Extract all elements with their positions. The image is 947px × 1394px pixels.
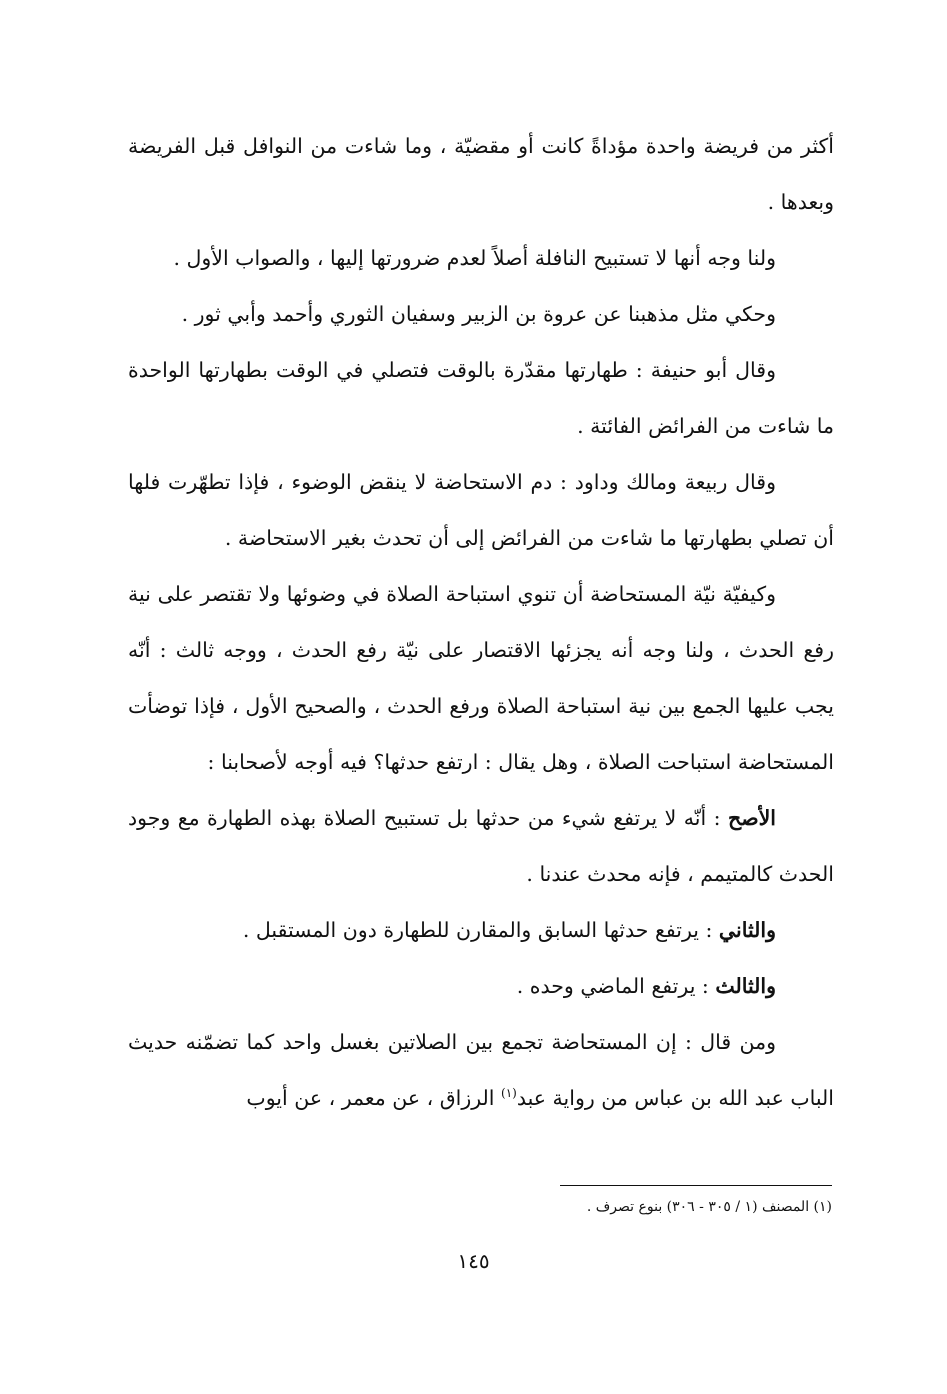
opinion-1-text: : أنّه لا يرتفع شيء من حدثها بل تستبيح الصلاة بهذه الطهارة مع وجود الحدث كالمتيمم ، فإنه محدث عندنا .	[128, 806, 834, 886]
paragraph-3: وحكي مثل مذهبنا عن عروة بن الزبير وسفيان الثوري وأحمد وأبي ثور .	[181, 302, 776, 326]
paragraph-last-part-2: الرزاق ، عن معمر ، عن أيوب	[246, 1086, 502, 1110]
opinion-2-text: : يرتفع حدثها السابق والمقارن للطهارة دون المستقبل .	[242, 918, 719, 942]
opinion-1-lead: الأصح	[727, 806, 776, 830]
paragraph-2: ولنا وجه أنها لا تستبيح النافلة أصلاً لعدم ضرورتها إليها ، والصواب الأول .	[173, 246, 776, 270]
page-number: ١٤٥	[457, 1249, 490, 1273]
opinion-3-lead: والثالث	[715, 974, 776, 998]
footnote-separator-rule	[560, 1185, 832, 1186]
paragraph-last-part-1: ومن قال : إن المستحاضة تجمع بين الصلاتين بغسل واحد كما تضمّنه حديث الباب عبد الله بن عباس من رواية عبد	[128, 1030, 834, 1110]
main-text	[128, 118, 834, 1126]
opinion-1	[128, 790, 834, 902]
footnote: (١) المصنف (١ / ٣٠٥ - ٣٠٦) بنوع تصرف .	[586, 1199, 832, 1215]
paragraph-last	[128, 1014, 834, 1126]
paragraph-1: أكثر من فريضة واحدة مؤداةً كانت أو مقضيّة ، وما شاءت من النوافل قبل الفريضة وبعدها .	[128, 134, 834, 214]
paragraph-6: وكيفيّة نيّة المستحاضة أن تنوي استباحة الصلاة في وضوئها ولا تقتصر على نية رفع الحدث ، ولنا وجه أنه يجزئها الاقتصار على نيّة رفع الحدث ، ووجه ثالث : أنّه يجب عليها الجمع بين نية استباحة الصلاة ورفع الحدث ، والصحيح الأول ، فإذا توضأت المستحاضة استباحت الصلاة ، وهل يقال : ارتفع حدثها؟ فيه أوجه لأصحابنا :	[128, 582, 834, 774]
opinion-2-lead: والثاني	[718, 918, 776, 942]
opinion-3	[128, 958, 834, 1014]
paragraph-5: وقال ربيعة ومالك وداود : دم الاستحاضة لا ينقض الوضوء ، فإذا تطهّرت فلها أن تصلي بطهارتها ما شاءت من الفرائض إلى أن تحدث بغير الاستحاضة .	[128, 470, 834, 550]
opinion-2	[128, 902, 834, 958]
footnote-reference-mark: (١)	[501, 1086, 517, 1101]
opinion-3-text: : يرتفع الماضي وحده .	[516, 974, 716, 998]
paragraph-4: وقال أبو حنيفة : طهارتها مقدّرة بالوقت فتصلي في الوقت بطهارتها الواحدة ما شاءت من الفرائض الفائتة .	[128, 358, 834, 438]
